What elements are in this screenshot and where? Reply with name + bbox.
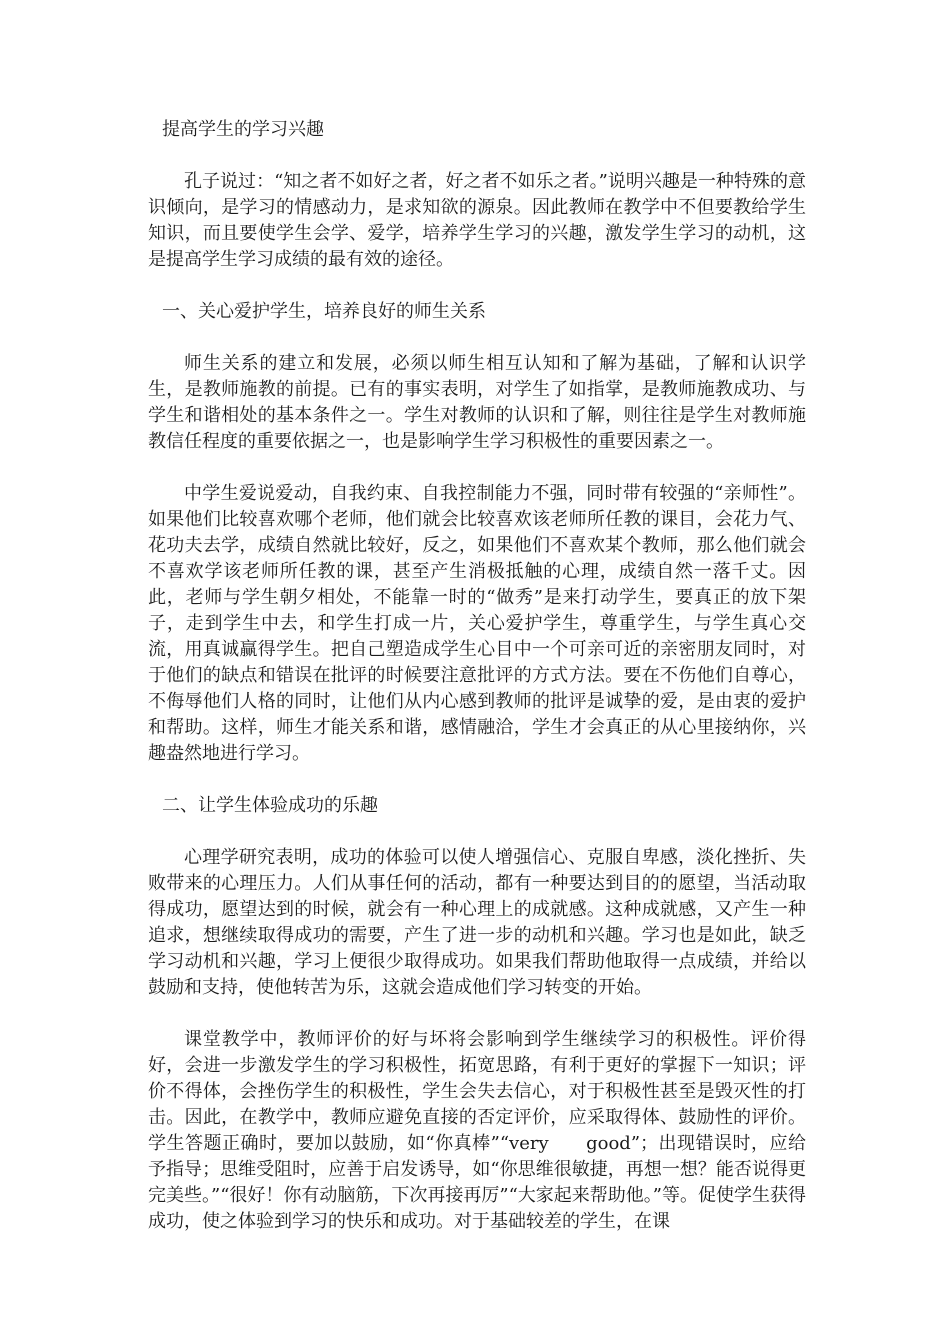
section-2-heading: 二、让学生体验成功的乐趣 bbox=[162, 795, 378, 816]
document-title: 提高学生的学习兴趣 bbox=[162, 119, 324, 140]
section-1-paragraph-2: 中学生爱说爱动，自我约束、自我控制能力不强，同时带有较强的“亲师性”。如果他们比较喜欢哪个老师，他们就会比较喜欢该老师所任教的课目，会花力气、花功夫去学，成绩自然就比较好，反之，如果他们不喜欢某个教师，那么他们就会不喜欢学该老师所任教的课，甚至产生消极抵触的心理，成绩自然一落千丈。因此，老师与学生朝夕相处，不能靠一时的“做秀”是来打动学生，要真正的放下架子，走到学生中去，和学生打成一片，关心爱护学生，尊重学生，与学生真心交流，用真诚赢得学生。把自己塑造成学生心目中一个可亲可近的亲密朋友同时，对于他们的缺点和错误在批评的时候要注意批评的方式方法。要在不伤他们自尊心，不侮辱他们人格的同时，让他们从内心感到教师的批评是诚挚的爱，是由衷的爱护和帮助。这样，师生才能关系和谐，感情融洽，学生才会真正的从心里接纳你，兴趣盎然地进行学习。 bbox=[148, 483, 806, 764]
section-2-paragraph-1: 心理学研究表明，成功的体验可以使人增强信心、克服自卑感，淡化挫折、失败带来的心理压力。人们从事任何的活动，都有一种要达到目的的愿望，当活动取得成功，愿望达到的时候，就会有一种心理上的成就感。这种成就感，又产生一种追求，想继续取得成功的需要，产生了进一步的动机和兴趣。学习也是如此，缺乏学习动机和兴趣，学习上便很少取得成功。如果我们帮助他取得一点成绩，并给以鼓励和支持，使他转苦为乐，这就会造成他们学习转变的开始。 bbox=[148, 847, 806, 998]
section-1-heading: 一、关心爱护学生，培养良好的师生关系 bbox=[162, 301, 486, 322]
intro-paragraph: 孔子说过：“知之者不如好之者，好之者不如乐之者。”说明兴趣是一种特殊的意识倾向，是学习的情感动力，是求知欲的源泉。因此教师在教学中不但要教给学生知识，而且要使学生会学、爱学，培养学生学习的兴趣，激发学生学习的动机，这是提高学生学习成绩的最有效的途径。 bbox=[148, 171, 806, 270]
document-body bbox=[148, 117, 806, 1235]
section-1-paragraph-1: 师生关系的建立和发展，必须以师生相互认知和了解为基础，了解和认识学生，是教师施教的前提。已有的事实表明，对学生了如指掌，是教师施教成功、与学生和谐相处的基本条件之一。学生对教师的认识和了解，则往往是学生对教师施教信任程度的重要依据之一，也是影响学生学习积极性的重要因素之一。 bbox=[148, 353, 806, 452]
section-2-paragraph-2: 课堂教学中，教师评价的好与坏将会影响到学生继续学习的积极性。评价得好，会进一步激发学生的学习积极性，拓宽思路，有利于更好的掌握下一知识；评价不得体，会挫伤学生的积极性，学生会失去信心，对于积极性甚至是毁灭性的打击。因此，在教学中，教师应避免直接的否定评价，应采取得体、鼓励性的评价。学生答题正确时，要加以鼓励，如“你真棒”“very good”；出现错误时，应给予指导；思维受阻时，应善于启发诱导，如“你思维很敏捷，再想一想？能否说得更完美些。”“很好！你有动脑筋，下次再接再厉”“大家起来帮助他。”等。促使学生获得成功，使之体验到学习的快乐和成功。对于基础较差的学生，在课 bbox=[148, 1029, 807, 1232]
